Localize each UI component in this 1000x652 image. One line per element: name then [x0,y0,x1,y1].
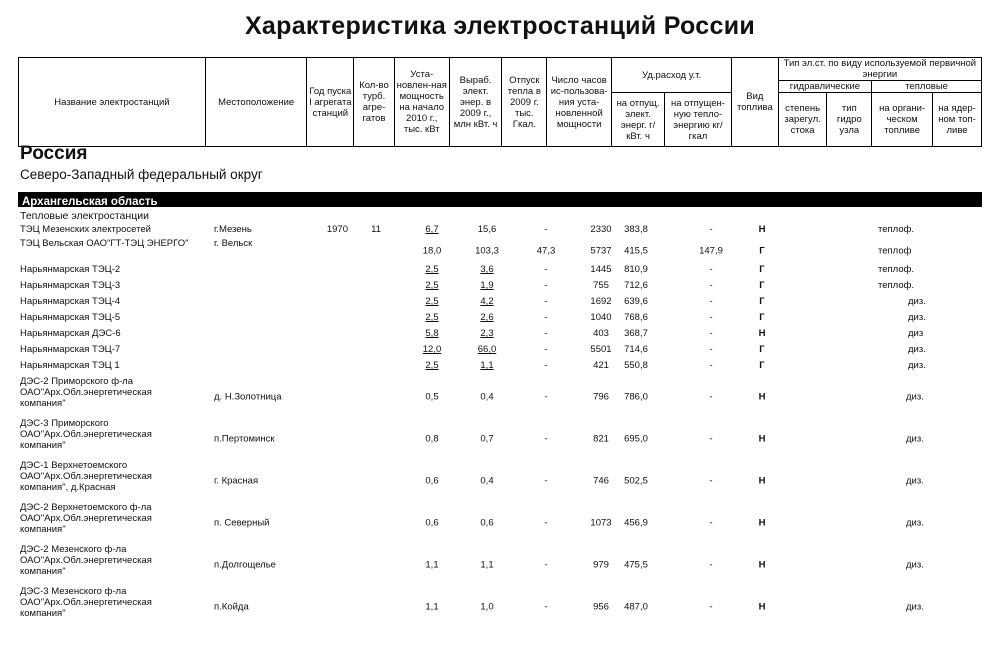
cell-hours: 1073 [590,517,612,529]
header-turbines: Кол-во турб. агре-гатов [354,58,395,147]
cell-hours: 956 [593,601,609,613]
cell-unit-elec: 383,8 [624,224,648,235]
cell-hours: 979 [593,559,609,571]
cell-heat: - [544,433,548,445]
table-row [18,460,982,502]
cell-hours: 5737 [590,245,612,257]
cell-type: диз. [906,475,924,487]
cell-fuel: Г [759,296,765,307]
header-location: Местоположение [205,58,307,147]
cell-unit-elec: 714,6 [624,344,648,355]
cell-capacity: 1,1 [425,601,439,613]
cell-name: ДЭС-2 Мезенского ф-ла ОАО"Арх.Обл.энергетическая компания" [20,544,152,577]
header-fuel: Вид топлива [732,58,779,147]
cell-fuel: Н [758,559,766,571]
cell-heat: - [544,224,548,235]
header-hours: Число часов ис-пользова-ния уста-новленной мощности [547,58,612,147]
table-row [18,264,982,280]
cell-location: п.Койда [214,601,249,613]
header-nuclear: на ядер-ном топ-ливе [933,93,982,147]
cell-unit-heat: - [709,280,713,291]
cell-unit-heat: - [709,296,713,307]
header-organic: на органи-ческом топливе [872,93,933,147]
cell-capacity: 1,1 [425,559,439,571]
cell-name: ТЭЦ Мезенских электросетей [20,224,151,235]
cell-unit-heat: - [709,475,713,487]
table-row [18,544,982,586]
table-row [18,238,982,264]
table-row [18,328,982,344]
cell-name: ДЭС-1 Верхнетоемского ОАО"Арх.Обл.энергетическая компания", д.Красная [20,460,152,493]
cell-hours: 821 [593,433,609,445]
header-capacity: Уста-новлен-ная мощность на начало 2010 г., тыс. кВт [394,58,449,147]
table-body [18,224,982,628]
cell-generation: 4,2 [480,296,494,307]
cell-unit-heat: - [709,517,713,529]
cell-type: диз. [908,312,926,323]
cell-type: теплоф. [878,280,915,291]
cell-capacity: 2,5 [425,264,439,275]
cell-name: ДЭС-2 Верхнетоемского ф-ла ОАО"Арх.Обл.энергетическая компания" [20,502,152,535]
cell-type: диз. [906,559,924,571]
cell-type: диз [908,328,924,339]
cell-unit-elec: 550,8 [624,360,648,371]
cell-generation: 1,1 [480,360,494,371]
table-row [18,280,982,296]
cell-unit-elec: 768,6 [624,312,648,323]
country-heading: Россия [20,143,88,164]
cell-type: диз. [906,433,924,445]
cell-generation: 15,6 [477,224,497,235]
header-unit-heat: на отпущен-ную тепло-энергию кг/гкал [664,93,731,147]
cell-year: 1970 [326,224,348,235]
cell-name: Нарьянмарская ТЭЦ-3 [20,280,121,291]
cell-name: ДЭС-3 Приморского ОАО"Арх.Обл.энергетическая компания" [20,418,152,451]
cell-location: д. Н.Золотница [214,391,282,403]
cell-type: теплоф. [878,264,915,275]
cell-heat: 47,3 [536,245,556,257]
cell-capacity: 6,7 [425,224,439,235]
cell-unit-heat: - [709,224,713,235]
cell-fuel: Г [759,360,765,371]
cell-unit-heat: - [709,344,713,355]
cell-hours: 421 [593,360,609,371]
cell-fuel: Н [758,475,766,487]
header-name: Название электростанций [19,58,206,147]
cell-unit-elec: 456,9 [624,517,648,529]
cell-capacity: 2,5 [425,312,439,323]
cell-hours: 403 [593,328,609,339]
cell-unit-heat: 147,9 [699,245,723,257]
header-unit-elec: на отпущ. элект. энерг. г/кВт. ч [612,93,665,147]
header-unit-group: Уд.расход у.т. [612,58,732,93]
cell-unit-heat: - [709,312,713,323]
cell-name: Нарьянмарская ТЭЦ-7 [20,344,121,355]
cell-heat: - [544,391,548,403]
cell-generation: 2,3 [480,328,494,339]
cell-location: г.Мезень [214,224,252,235]
cell-unit-heat: - [709,328,713,339]
cell-unit-elec: 502,5 [624,475,648,487]
table-row [18,586,982,628]
table-header [18,57,982,147]
cell-fuel: Н [758,601,766,613]
cell-capacity: 5,8 [425,328,439,339]
cell-type: диз. [906,601,924,613]
cell-heat: - [544,280,548,291]
cell-heat: - [544,559,548,571]
cell-generation: 0,6 [480,517,494,529]
table-row [18,376,982,418]
cell-generation: 0,7 [480,433,494,445]
page-title: Характеристика электростанций России [244,12,756,40]
cell-type: диз. [908,344,926,355]
table-row [18,360,982,376]
cell-generation: 1,9 [480,280,494,291]
header-type-group: Тип эл.ст. по виду используемой первичной энергии [778,58,981,81]
cell-hours: 1445 [590,264,612,275]
cell-type: диз. [908,296,926,307]
region-label: Архангельская область [22,196,158,208]
cell-unit-heat: - [709,360,713,371]
table-row [18,296,982,312]
cell-generation: 1,1 [480,559,494,571]
cell-location: г. Вельск [214,238,253,249]
cell-capacity: 2,5 [425,280,439,291]
cell-type: теплоф. [878,224,915,235]
cell-heat: - [544,264,548,275]
table-row [18,224,982,238]
cell-fuel: Н [758,391,766,403]
cell-fuel: Г [759,245,765,257]
cell-generation: 0,4 [480,475,494,487]
cell-hours: 1692 [590,296,612,307]
cell-type: диз. [906,391,924,403]
cell-capacity: 18,0 [422,245,442,257]
cell-location: п.Пертоминск [214,433,275,445]
cell-unit-elec: 475,5 [624,559,648,571]
cell-unit-heat: - [709,433,713,445]
table-row [18,502,982,544]
cell-name: Нарьянмарская ТЭЦ 1 [20,360,120,371]
cell-turbines: 11 [371,224,381,235]
region-bar [18,192,982,207]
cell-name: ДЭС-2 Приморского ф-ла ОАО"Арх.Обл.энергетическая компания" [20,376,152,409]
cell-unit-heat: - [709,391,713,403]
cell-location: п.Долгощелье [214,559,276,571]
cell-fuel: Н [758,517,766,529]
cell-capacity: 2,5 [425,296,439,307]
cell-hours: 796 [593,391,609,403]
cell-heat: - [544,312,548,323]
header-year: Год пуска I агрегата станций [307,58,354,147]
cell-fuel: Г [759,280,765,291]
cell-hours: 746 [593,475,609,487]
header-hydro: гидравлические [778,81,871,93]
cell-name: Нарьянмарская ДЭС-6 [20,328,121,339]
cell-heat: - [544,360,548,371]
cell-fuel: Н [758,433,766,445]
cell-unit-heat: - [709,601,713,613]
cell-generation: 0,4 [480,391,494,403]
cell-name: ТЭЦ Вельская ОАО"ГТ-ТЭЦ ЭНЕРГО" [20,238,189,249]
cell-type: диз. [906,517,924,529]
header-generation: Выраб. элект. энер. в 2009 г., млн кВт. ч [449,58,502,147]
table-row [18,312,982,328]
cell-fuel: Н [758,328,766,339]
cell-generation: 3,6 [480,264,494,275]
cell-unit-elec: 368,7 [624,328,648,339]
cell-capacity: 2,5 [425,360,439,371]
cell-unit-elec: 786,0 [624,391,648,403]
cell-generation: 2,6 [480,312,494,323]
cell-unit-elec: 487,0 [624,601,648,613]
cell-unit-heat: - [709,264,713,275]
cell-capacity: 0,8 [425,433,439,445]
cell-name: Нарьянмарская ТЭЦ-4 [20,296,121,307]
cell-hours: 755 [593,280,609,291]
cell-unit-elec: 712,6 [624,280,648,291]
cell-type: диз. [908,360,926,371]
subsection-heading: Тепловые электростанции [20,210,149,222]
cell-heat: - [544,328,548,339]
cell-unit-elec: 639,6 [624,296,648,307]
cell-generation: 103,3 [475,245,499,257]
cell-capacity: 0,5 [425,391,439,403]
cell-location: г. Красная [214,475,259,487]
cell-unit-elec: 810,9 [624,264,648,275]
table-row [18,418,982,460]
cell-heat: - [544,517,548,529]
cell-heat: - [544,475,548,487]
cell-type: теплоф [878,245,912,257]
cell-heat: - [544,344,548,355]
cell-unit-heat: - [709,559,713,571]
cell-hours: 2330 [590,224,612,235]
cell-fuel: Н [758,224,766,235]
cell-heat: - [544,601,548,613]
table-row [18,344,982,360]
cell-generation: 1,0 [480,601,494,613]
header-reg-degree: степень зарегул. стока [778,93,827,147]
cell-heat: - [544,296,548,307]
header-hydro-type: тип гидро узла [827,93,872,147]
cell-capacity: 12,0 [422,344,442,355]
header-thermal: тепловые [872,81,982,93]
district-heading: Северо-Западный федеральный округ [20,167,263,182]
cell-generation: 66,0 [477,344,497,355]
cell-capacity: 0,6 [425,517,439,529]
cell-location: п. Северный [214,517,270,529]
cell-name: Нарьянмарская ТЭЦ-5 [20,312,121,323]
header-heat: Отпуск тепла в 2009 г. тыс. Гкал. [502,58,547,147]
cell-name: ДЭС-3 Мезенского ф-ла ОАО"Арх.Обл.энергетическая компания" [20,586,152,619]
cell-hours: 5501 [590,344,612,355]
cell-unit-elec: 415,5 [624,245,648,257]
cell-name: Нарьянмарская ТЭЦ-2 [20,264,121,275]
cell-fuel: Г [759,312,765,323]
cell-capacity: 0,6 [425,475,439,487]
cell-fuel: Г [759,264,765,275]
cell-fuel: Г [759,344,765,355]
cell-hours: 1040 [590,312,612,323]
cell-unit-elec: 695,0 [624,433,648,445]
